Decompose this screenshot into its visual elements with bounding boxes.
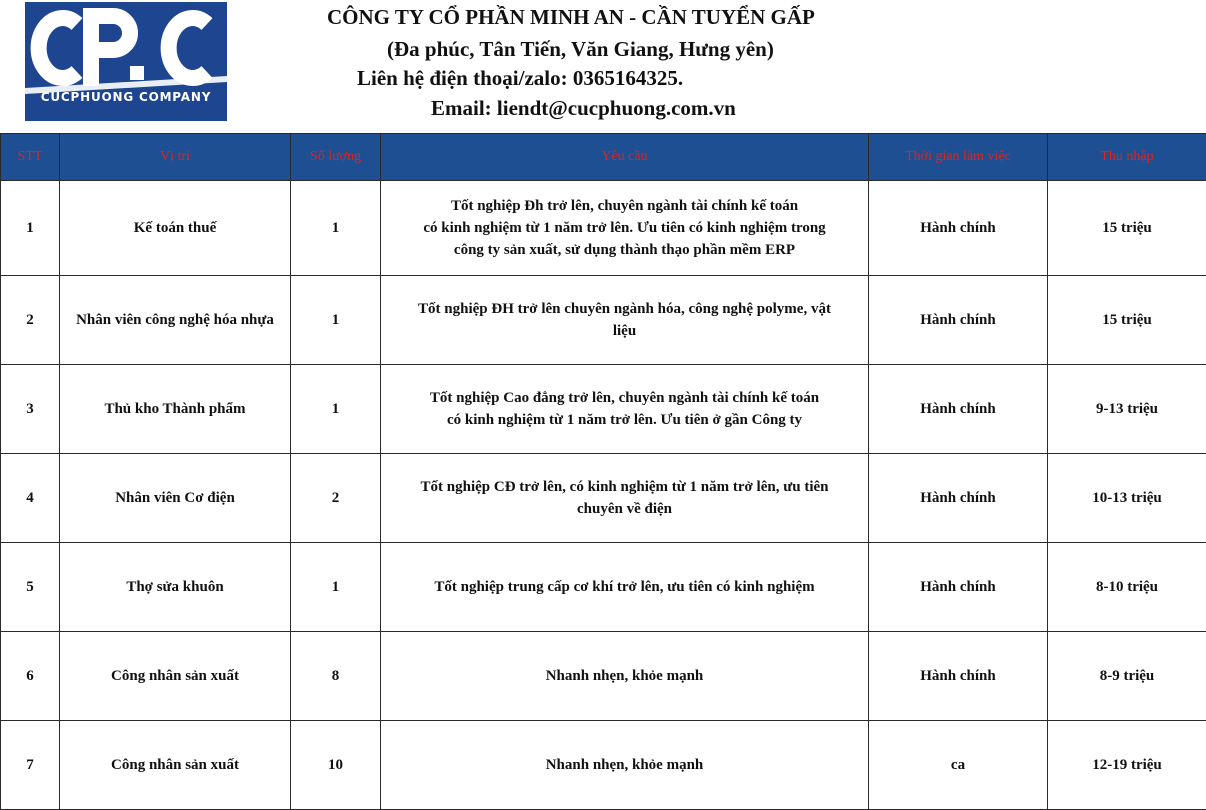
cell-stt: 2 xyxy=(1,276,60,365)
cell-income: 12-19 triệu xyxy=(1048,721,1206,810)
page-header xyxy=(0,0,1206,130)
cell-income: 8-9 triệu xyxy=(1048,632,1206,721)
cell-position: Nhân viên Cơ điện xyxy=(60,454,291,543)
requirement-line: công ty sản xuất, sử dụng thành thạo phần mềm ERP xyxy=(385,239,864,261)
cell-position: Thợ sửa khuôn xyxy=(60,543,291,632)
cell-quantity: 1 xyxy=(291,181,381,276)
cell-schedule: ca xyxy=(869,721,1048,810)
table-row xyxy=(1,181,1206,276)
cell-schedule: Hành chính xyxy=(869,276,1048,365)
cell-income: 10-13 triệu xyxy=(1048,454,1206,543)
requirement-line: Nhanh nhẹn, khỏe mạnh xyxy=(385,754,864,776)
cell-quantity: 1 xyxy=(291,276,381,365)
cell-stt: 1 xyxy=(1,181,60,276)
contact-phone: Liên hệ điện thoại/zalo: 0365164325. xyxy=(357,66,683,91)
requirement-line: Tốt nghiệp CĐ trở lên, có kinh nghiệm từ 1 năm trở lên, ưu tiên xyxy=(385,476,864,498)
cell-requirement xyxy=(381,365,869,454)
cell-requirement xyxy=(381,454,869,543)
cell-schedule: Hành chính xyxy=(869,181,1048,276)
requirement-line: Tốt nghiệp ĐH trở lên chuyên ngành hóa, công nghệ polyme, vật xyxy=(385,298,864,320)
cell-quantity: 10 xyxy=(291,721,381,810)
company-title: CÔNG TY CỔ PHẦN MINH AN - CẦN TUYỂN GẤP xyxy=(327,5,815,30)
cell-income: 15 triệu xyxy=(1048,276,1206,365)
cell-position: Thủ kho Thành phẩm xyxy=(60,365,291,454)
company-address: (Đa phúc, Tân Tiến, Văn Giang, Hưng yên) xyxy=(387,37,774,62)
column-header-stt: STT xyxy=(1,134,60,181)
cell-stt: 5 xyxy=(1,543,60,632)
cell-position: Công nhân sản xuất xyxy=(60,721,291,810)
logo-caption: CUCPHUONG COMPANY xyxy=(25,90,227,104)
cell-requirement xyxy=(381,721,869,810)
cell-income: 9-13 triệu xyxy=(1048,365,1206,454)
requirement-line: có kinh nghiệm từ 1 năm trở lên. Ưu tiên ở gần Công ty xyxy=(385,409,864,431)
cell-stt: 4 xyxy=(1,454,60,543)
requirement-line: có kinh nghiệm từ 1 năm trở lên. Ưu tiên có kinh nghiệm trong xyxy=(385,217,864,239)
cell-stt: 3 xyxy=(1,365,60,454)
contact-email: Email: liendt@cucphuong.com.vn xyxy=(431,96,736,121)
cell-schedule: Hành chính xyxy=(869,543,1048,632)
table-row xyxy=(1,721,1206,810)
company-logo xyxy=(25,2,227,121)
cell-stt: 7 xyxy=(1,721,60,810)
requirement-line: Tốt nghiệp Cao đẳng trở lên, chuyên ngành tài chính kế toán xyxy=(385,387,864,409)
cell-quantity: 8 xyxy=(291,632,381,721)
table-header-row xyxy=(1,134,1206,181)
column-header-schedule: Thời gian làm việc xyxy=(869,134,1048,181)
column-header-position: Vị trí xyxy=(60,134,291,181)
cell-position: Kế toán thuế xyxy=(60,181,291,276)
cell-position: Công nhân sản xuất xyxy=(60,632,291,721)
column-header-income: Thu nhập xyxy=(1048,134,1206,181)
column-header-quantity: Số lượng xyxy=(291,134,381,181)
requirement-line: Tốt nghiệp Đh trở lên, chuyên ngành tài chính kế toán xyxy=(385,195,864,217)
cell-income: 8-10 triệu xyxy=(1048,543,1206,632)
cell-income: 15 triệu xyxy=(1048,181,1206,276)
cell-requirement xyxy=(381,632,869,721)
cell-position: Nhân viên công nghệ hóa nhựa xyxy=(60,276,291,365)
table-row xyxy=(1,632,1206,721)
cell-quantity: 1 xyxy=(291,365,381,454)
job-listing-table xyxy=(0,133,1206,810)
requirement-line: Tốt nghiệp trung cấp cơ khí trở lên, ưu tiên có kinh nghiệm xyxy=(385,576,864,598)
cell-schedule: Hành chính xyxy=(869,365,1048,454)
cell-quantity: 2 xyxy=(291,454,381,543)
table-row xyxy=(1,276,1206,365)
cell-stt: 6 xyxy=(1,632,60,721)
table-row xyxy=(1,365,1206,454)
requirement-line: liệu xyxy=(385,320,864,342)
requirement-line: Nhanh nhẹn, khỏe mạnh xyxy=(385,665,864,687)
cell-requirement xyxy=(381,276,869,365)
cell-requirement xyxy=(381,181,869,276)
cell-schedule: Hành chính xyxy=(869,454,1048,543)
cell-schedule: Hành chính xyxy=(869,632,1048,721)
requirement-line: chuyên về điện xyxy=(385,498,864,520)
table-row xyxy=(1,454,1206,543)
table-row xyxy=(1,543,1206,632)
cell-requirement xyxy=(381,543,869,632)
column-header-requirement: Yêu cầu xyxy=(381,134,869,181)
cell-quantity: 1 xyxy=(291,543,381,632)
